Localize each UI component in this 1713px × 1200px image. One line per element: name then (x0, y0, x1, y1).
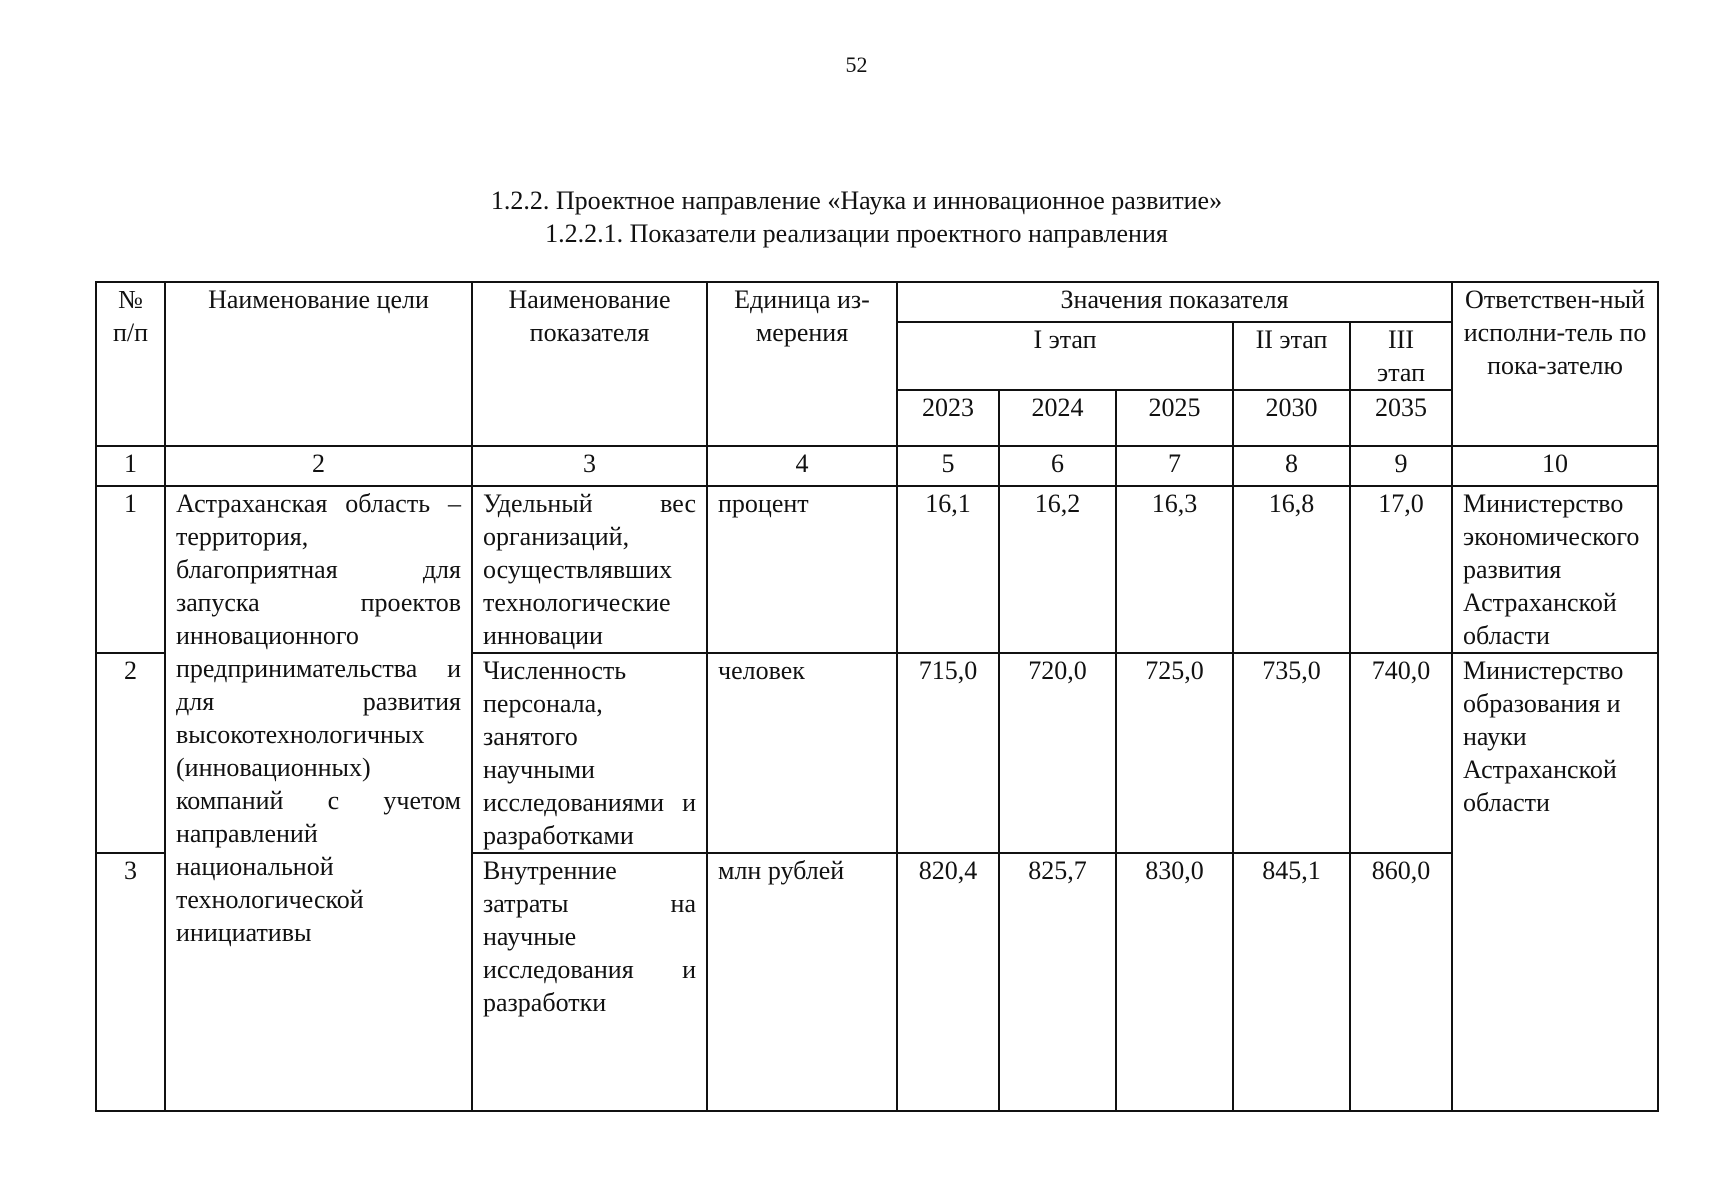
column-number: 4 (707, 446, 897, 486)
value-cell: 820,4 (897, 853, 999, 1111)
column-number: 1 (96, 446, 165, 486)
value-cell: 740,0 (1350, 653, 1452, 853)
header-unit: Единица из-мерения (707, 282, 897, 446)
document-heading (0, 184, 1713, 250)
header-goal: Наименование цели (165, 282, 472, 446)
row-number: 2 (96, 653, 165, 853)
row-number: 3 (96, 853, 165, 1111)
value-cell: 860,0 (1350, 853, 1452, 1111)
header-stage-3: III этап (1350, 322, 1452, 390)
responsible-cell: Министерство образования и науки Астраханской области (1452, 653, 1658, 1111)
column-number: 9 (1350, 446, 1452, 486)
indicator-cell: Внутренние затраты на научные исследования и разработки (472, 853, 707, 1111)
value-cell: 16,2 (999, 486, 1116, 653)
column-number-row (96, 446, 1658, 486)
header-responsible: Ответствен-ный исполни-тель по пока-зателю (1452, 282, 1658, 446)
row-number: 1 (96, 486, 165, 653)
value-cell: 725,0 (1116, 653, 1233, 853)
value-cell: 845,1 (1233, 853, 1350, 1111)
header-stage-1: I этап (897, 322, 1233, 390)
header-year: 2023 (897, 390, 999, 446)
indicator-cell: Удельный вес организаций, осуществлявших технологические инновации (472, 486, 707, 653)
header-row (96, 282, 1658, 322)
column-number: 6 (999, 446, 1116, 486)
value-cell: 830,0 (1116, 853, 1233, 1111)
section-title: 1.2.2. Проектное направление «Наука и инновационное развитие» (490, 186, 1223, 215)
header-year: 2030 (1233, 390, 1350, 446)
unit-cell: процент (707, 486, 897, 653)
value-cell: 16,1 (897, 486, 999, 653)
value-cell: 825,7 (999, 853, 1116, 1111)
header-year: 2025 (1116, 390, 1233, 446)
value-cell: 17,0 (1350, 486, 1452, 653)
column-number: 5 (897, 446, 999, 486)
page-number: 52 (845, 52, 868, 77)
header-year: 2035 (1350, 390, 1452, 446)
header-year: 2024 (999, 390, 1116, 446)
indicator-cell: Численность персонала, занятого научными исследованиями и разработками (472, 653, 707, 853)
unit-cell: человек (707, 653, 897, 853)
table-row (96, 486, 1658, 653)
column-number: 7 (1116, 446, 1233, 486)
header-values: Значения показателя (897, 282, 1452, 322)
value-cell: 735,0 (1233, 653, 1350, 853)
column-number: 3 (472, 446, 707, 486)
subsection-title: 1.2.2.1. Показатели реализации проектного направления (545, 219, 1168, 248)
column-number: 2 (165, 446, 472, 486)
header-num: № п/п (96, 282, 165, 446)
goal-cell: Астраханская область – территория, благоприятная для запуска проектов инновационного предпринимательства и для развития высокотехнологичных (инновационных) компаний с учетом направлений национальной технологической инициативы (165, 486, 472, 1111)
value-cell: 720,0 (999, 653, 1116, 853)
responsible-cell: Министерство экономического развития Астраханской области (1452, 486, 1658, 653)
column-number: 10 (1452, 446, 1658, 486)
unit-cell: млн рублей (707, 853, 897, 1111)
value-cell: 16,3 (1116, 486, 1233, 653)
header-stage-2: II этап (1233, 322, 1350, 390)
column-number: 8 (1233, 446, 1350, 486)
value-cell: 715,0 (897, 653, 999, 853)
value-cell: 16,8 (1233, 486, 1350, 653)
header-indicator: Наименование показателя (472, 282, 707, 446)
indicators-table (95, 281, 1659, 1112)
